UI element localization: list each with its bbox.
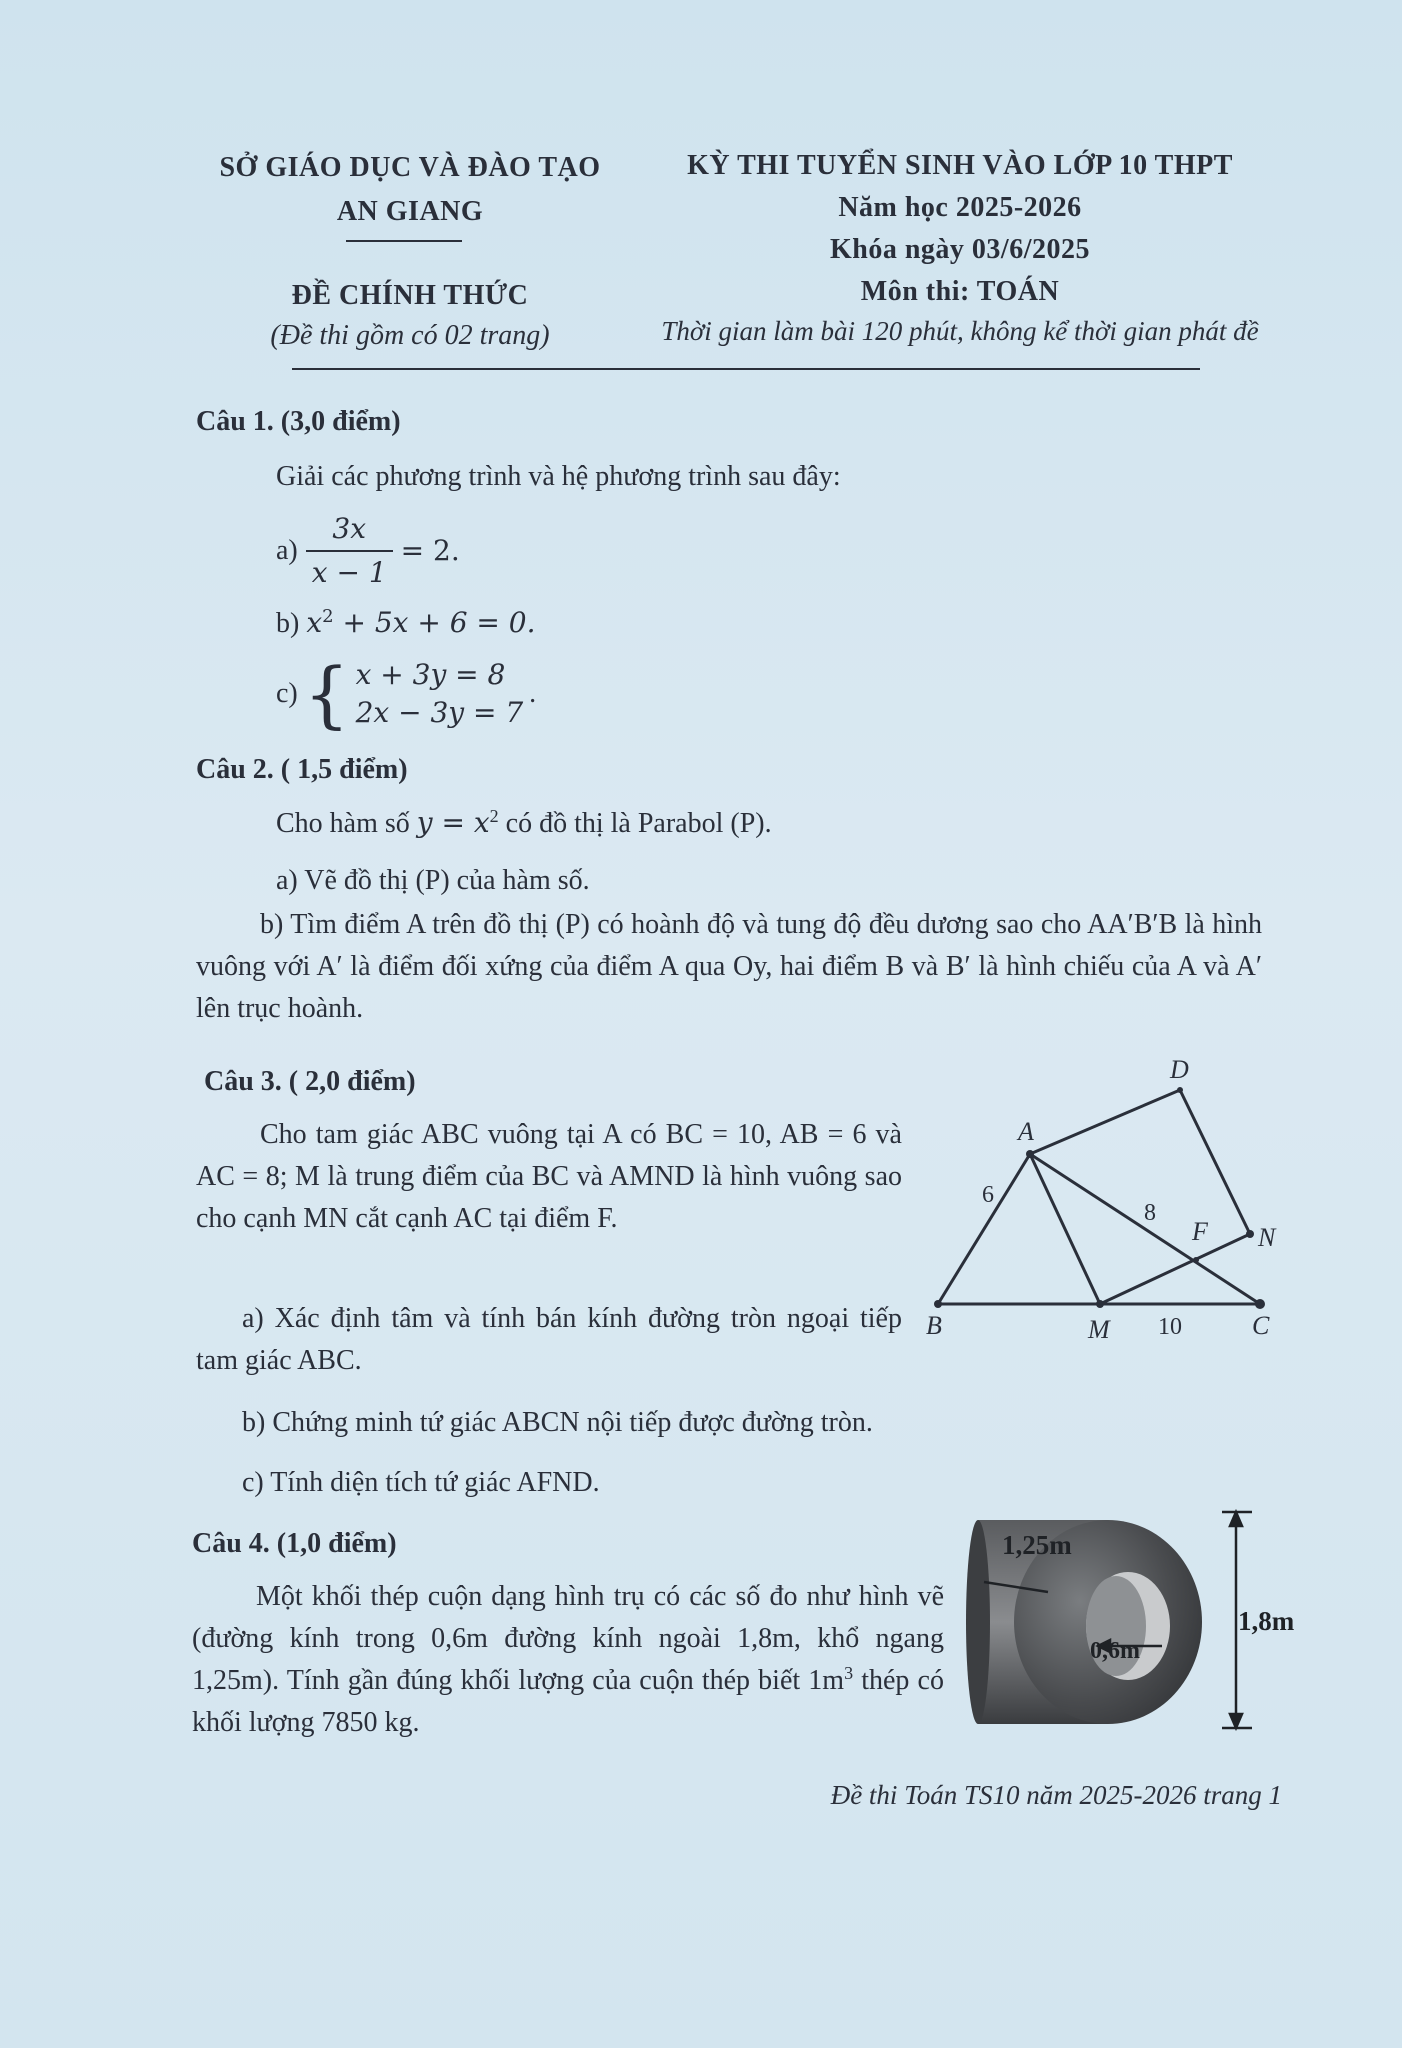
q2-title: Câu 2. ( 1,5 điểm)	[196, 754, 408, 785]
point-a	[1026, 1150, 1034, 1158]
q1-a-label: a)	[276, 535, 298, 566]
q1-a-rhs: = 2.	[400, 534, 460, 567]
label-10: 10	[1158, 1314, 1182, 1340]
point-m	[1096, 1300, 1104, 1308]
q3-title: Câu 3. ( 2,0 điểm)	[204, 1066, 416, 1097]
exam-date: Khóa ngày 03/6/2025	[830, 234, 1090, 265]
q1-b-rest: + 5x + 6 = 0.	[333, 606, 536, 639]
q2-intro	[276, 802, 772, 845]
segment-nd	[1180, 1090, 1250, 1234]
q1-part-b	[276, 602, 536, 645]
q4-text-pre: Một khối thép cuộn dạng hình trụ có các số đo như hình vẽ (đường kính trong 0,6m đường kính ngoài 1,8m, khổ ngang 1,25m). Tính gần đúng khối lượng của cuộn thép biết 1m	[192, 1581, 944, 1696]
q1-a-denominator: x − 1	[311, 556, 387, 589]
label-d: D	[1170, 1055, 1189, 1084]
q1-c-label: c)	[276, 678, 298, 709]
q3-part-b: b) Chứng minh tứ giác ABCN nội tiếp được đường tròn.	[242, 1407, 873, 1438]
q2-intro-exponent: 2	[489, 806, 499, 826]
point-b	[934, 1300, 942, 1308]
q1-c-equation-2: 2x − 3y = 7	[355, 696, 524, 729]
department-name: SỞ GIÁO DỤC VÀ ĐÀO TẠO	[219, 152, 601, 183]
point-f	[1193, 1257, 1199, 1263]
coil-outer-label: 1,8m	[1238, 1606, 1295, 1636]
q1-b-exponent: 2	[322, 606, 334, 627]
q4-text	[192, 1576, 944, 1744]
q1-part-c	[276, 652, 537, 736]
q1-b-label: b)	[276, 608, 300, 639]
label-f: F	[1192, 1217, 1208, 1246]
q3-part-c: c) Tính diện tích tứ giác AFND.	[242, 1467, 600, 1498]
coil-width-label: 1,25m	[1002, 1530, 1072, 1560]
page-footer: Đề thi Toán TS10 năm 2025-2026 trang 1	[830, 1780, 1282, 1810]
point-d	[1177, 1087, 1183, 1093]
label-6: 6	[982, 1182, 994, 1208]
official-label: ĐỀ CHÍNH THỨC	[291, 280, 529, 311]
q2-intro-pre: Cho hàm số	[276, 808, 417, 839]
school-year: Năm học 2025-2026	[838, 192, 1082, 223]
q2-part-a: a) Vẽ đồ thị (P) của hàm số.	[276, 865, 590, 896]
q1-b-base: x	[306, 606, 323, 639]
q1-intro: Giải các phương trình và hệ phương trình sau đây:	[276, 461, 841, 492]
left-brace-icon: {	[303, 652, 350, 736]
arrow-down-icon	[1230, 1714, 1242, 1728]
label-n: N	[1258, 1223, 1276, 1252]
arrow-up-icon	[1230, 1512, 1242, 1526]
exam-title: KỲ THI TUYỂN SINH VÀO LỚP 10 THPT	[687, 150, 1233, 181]
q4-text-exponent: 3	[844, 1663, 854, 1683]
segment-da	[1030, 1090, 1180, 1154]
q3-part-a: a) Xác định tâm và tính bán kính đường tròn ngoại tiếp tam giác ABC.	[196, 1303, 902, 1376]
q4-steel-coil-figure	[966, 1506, 1316, 1746]
point-n	[1246, 1230, 1254, 1238]
q3-intro: Cho tam giác ABC vuông tại A có BC = 10, AB = 6 và AC = 8; M là trung điểm của BC và AMND là hình vuông sao cho cạnh MN cắt cạnh AC tại điểm F.	[196, 1119, 902, 1234]
q4-title: Câu 4. (1,0 điểm)	[192, 1528, 397, 1559]
label-a: A	[1018, 1117, 1034, 1146]
q1-title: Câu 1. (3,0 điểm)	[196, 406, 401, 437]
q2-intro-post: có đồ thị là Parabol (P).	[498, 808, 772, 839]
segment-mn	[1100, 1234, 1250, 1304]
q2-part-b: b) Tìm điểm A trên đồ thị (P) có hoành độ và tung độ đều dương sao cho AA′B′B là hình vuông với A′ là điểm đối xứng của điểm A qua Oy, hai điểm B và B′ là hình chiếu của A và A′ lên trục hoành.	[196, 909, 1262, 1024]
q2-intro-math: y = x	[416, 806, 490, 839]
q1-a-fraction	[306, 508, 393, 594]
segment-ab	[938, 1154, 1030, 1304]
subject: Môn thi: TOÁN	[860, 276, 1060, 307]
pages-note: (Đề thi gồm có 02 trang)	[270, 320, 550, 351]
point-c	[1255, 1299, 1265, 1309]
header-rule	[292, 368, 1200, 370]
q1-c-end: .	[529, 678, 537, 709]
province-name: AN GIANG	[336, 196, 484, 227]
label-c: C	[1252, 1311, 1270, 1340]
q1-part-a	[276, 508, 460, 594]
q1-a-numerator: 3x	[306, 508, 393, 552]
q4-text-post: thép có khối lượng 7850 kg.	[192, 1665, 944, 1738]
q1-c-equation-1: x + 3y = 8	[355, 658, 506, 691]
coil-back-face	[966, 1520, 990, 1724]
header-underline	[346, 240, 462, 242]
q1-c-system	[356, 656, 524, 732]
label-m: M	[1088, 1315, 1110, 1344]
coil-inner-label: 0,6m	[1090, 1638, 1140, 1664]
label-8: 8	[1144, 1200, 1156, 1226]
label-b: B	[926, 1311, 942, 1340]
q3-geometry-figure	[920, 1050, 1300, 1350]
time-note: Thời gian làm bài 120 phút, không kể thời gian phát đề	[661, 316, 1259, 346]
